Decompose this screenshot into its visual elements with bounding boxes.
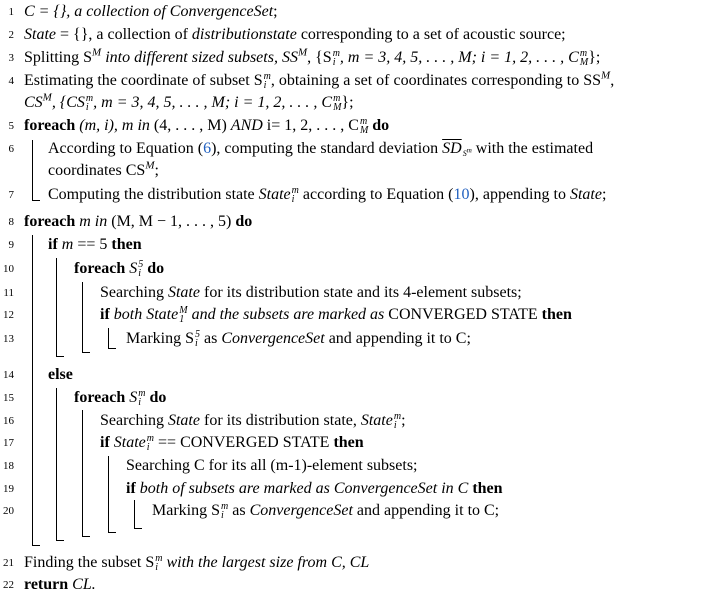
line-text: return CL. <box>24 576 96 593</box>
block-end-foreach-8 <box>32 545 40 546</box>
line-number: 8 <box>8 216 14 228</box>
line-text: Marking S m i as ConvergenceSet and appending it to C; <box>152 501 500 522</box>
line-number: 22 <box>3 579 14 591</box>
line-number: 16 <box>3 415 14 427</box>
block-bar-foreach-10 <box>82 282 83 352</box>
block-bar-if-9 <box>56 258 57 356</box>
line-text: if both State M 1 and the subsets are marked as CONVERGED STATE then <box>100 305 572 326</box>
line-number: 13 <box>3 333 14 345</box>
line-text: if m == 5 then <box>48 236 142 253</box>
block-end-if-19 <box>134 528 142 529</box>
line-number: 5 <box>8 120 14 132</box>
line-number: 4 <box>8 75 14 87</box>
block-end-if-9 <box>56 356 64 357</box>
line-text: $CS^M$, {CS m i , m = 3, 4, 5, . . . , M; i = 1, 2, . . . , C m M }; <box>24 91 354 114</box>
line-text: Marking S 5 i as ConvergenceSet and appending it to C; <box>126 329 471 350</box>
line-number: 21 <box>3 557 14 569</box>
line-text: foreach S 5 i do <box>74 259 165 280</box>
line-number: 12 <box>3 309 14 321</box>
line-number: 9 <box>8 239 14 251</box>
block-bar-foreach-15 <box>82 410 83 536</box>
line-text: Estimating the coordinate of subset S m i , obtaining a set of coordinates corresponding to $SS^M$, <box>24 69 615 92</box>
line-text: C = {}, a collection of ConvergenceSet; <box>24 3 278 20</box>
line-text: coordinates $CS^M$; <box>48 159 159 179</box>
equation-link-10[interactable]: 10 <box>453 186 470 203</box>
line-text: foreach m in (M, M − 1, . . . , 5) do <box>24 213 253 230</box>
line-text: Searching State for its distribution state and its 4-element subsets; <box>100 284 522 301</box>
line-number: 17 <box>3 437 14 449</box>
line-number: 7 <box>8 189 14 201</box>
block-bar-if-12 <box>108 328 109 348</box>
line-number: 11 <box>3 287 14 299</box>
line-number: 19 <box>3 483 14 495</box>
line-text: Computing the distribution state State m i according to Equation (10), appending to State; <box>48 185 607 206</box>
block-bar-foreach-5 <box>32 140 33 200</box>
block-bar-if-17 <box>108 456 109 532</box>
line-text: foreach (m, i), m in (4, . . . , M) AND i= 1, 2, . . . , C m M do <box>24 116 390 137</box>
line-text: Finding the subset S m i with the largest size from C, CL <box>24 553 370 574</box>
line-text: Splitting $S^M$ into different sized subsets, $SS^M$, {S m i , m = 3, 4, 5, . . . , M; i = 1, 2, . . . , C m M }; <box>24 46 601 69</box>
line-number: 14 <box>3 369 14 381</box>
block-end-if-12 <box>108 348 116 349</box>
line-text: else <box>48 366 73 383</box>
block-end-if-17 <box>108 532 116 533</box>
equation-link-6[interactable]: 6 <box>203 140 212 157</box>
block-end-foreach-5 <box>32 200 40 201</box>
line-number: 15 <box>3 392 14 404</box>
line-text: if State m i == CONVERGED STATE then <box>100 433 364 454</box>
line-number: 20 <box>3 505 14 517</box>
block-bar-if-19 <box>134 500 135 528</box>
line-number: 1 <box>8 6 14 18</box>
line-text: if both of subsets are marked as ConvergenceSet in C then <box>126 480 503 497</box>
line-number: 6 <box>8 143 14 155</box>
line-number: 3 <box>8 52 14 64</box>
block-bar-foreach-8 <box>32 235 33 545</box>
line-number: 10 <box>3 263 14 275</box>
line-text: According to Equation (6), computing the standard deviation $\overline{SD}$ $S^m$ with the estimated <box>48 140 594 159</box>
line-text: Searching C for its all (m-1)-element subsets; <box>126 457 418 474</box>
line-text: Searching State for its distribution state, State m i ; <box>100 411 406 432</box>
line-text: foreach S m i do <box>74 388 167 409</box>
block-bar-else-14 <box>56 388 57 540</box>
block-end-foreach-10 <box>82 352 90 353</box>
block-end-else-14 <box>56 540 64 541</box>
line-number: 18 <box>3 460 14 472</box>
line-text: State = {}, a collection of distributionstate corresponding to a set of acoustic source; <box>24 26 566 43</box>
block-end-foreach-15 <box>82 536 90 537</box>
line-number: 2 <box>8 29 14 41</box>
